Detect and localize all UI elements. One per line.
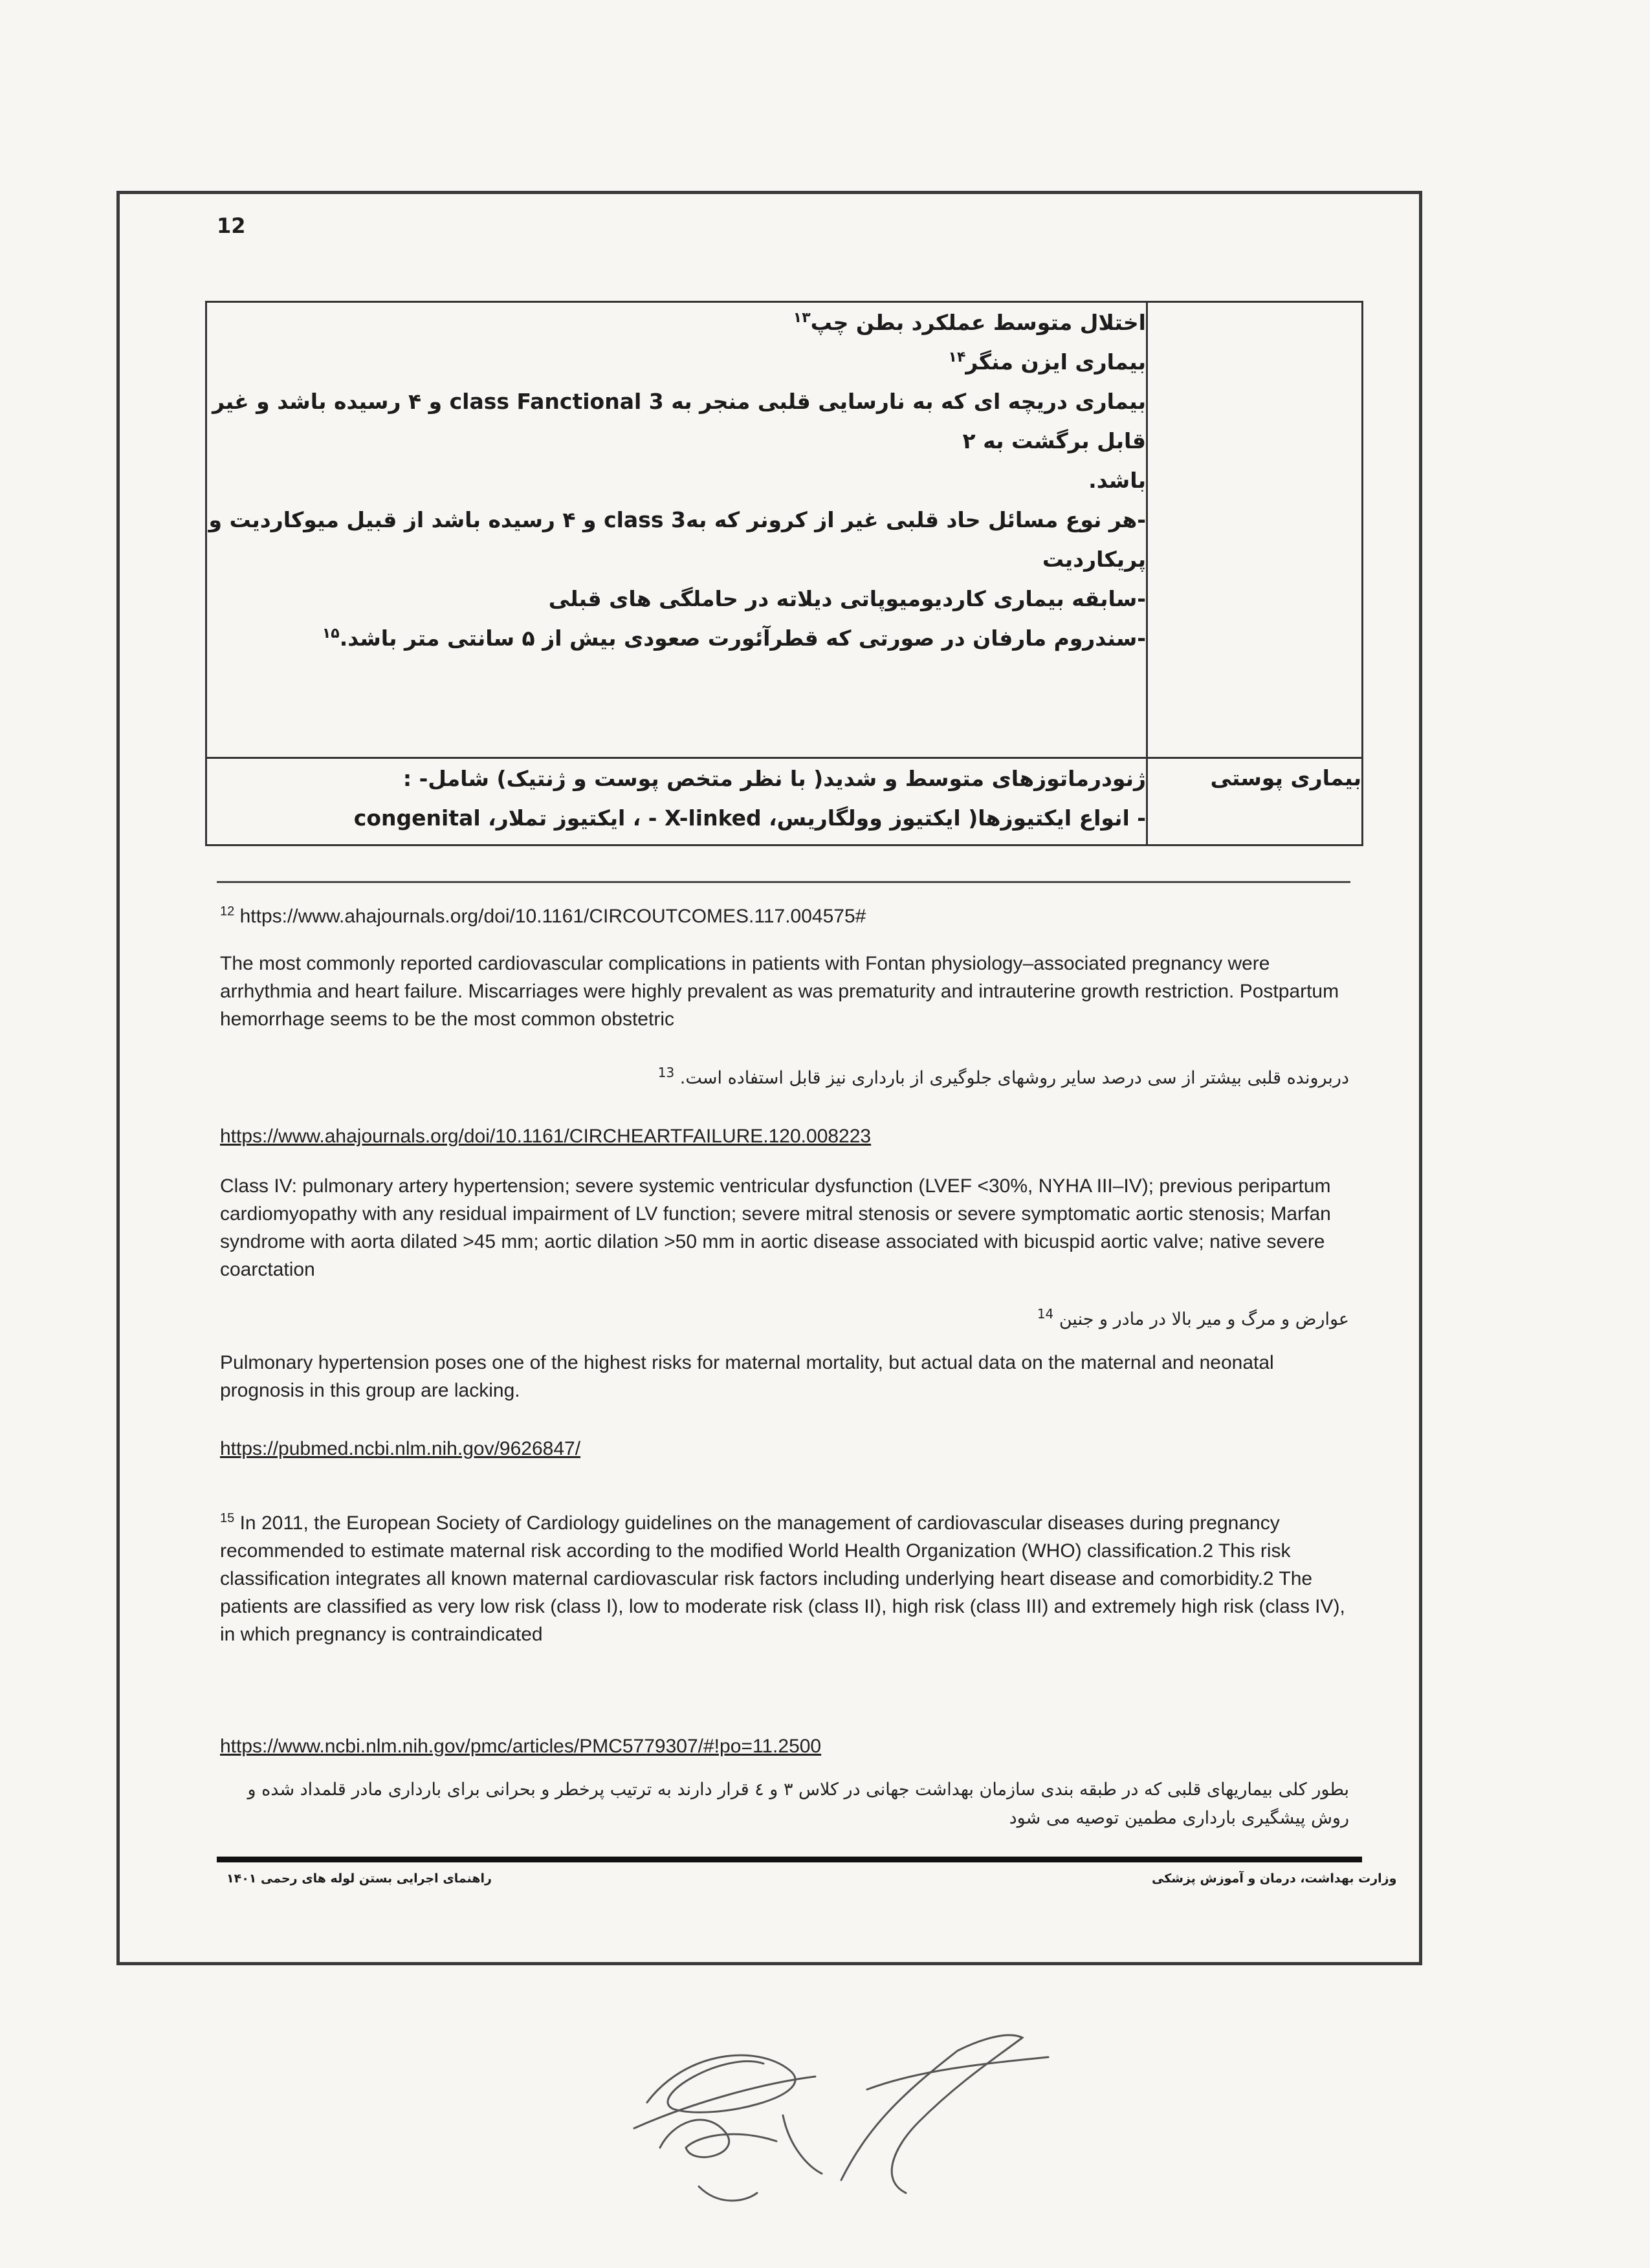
footnote-paragraph: بطور کلی بیماریهای قلبی که در طبقه بندی سازمان بهداشت جهانی در کلاس ۳ و ٤ قرار دارند به ترتیب پرخطر و بحرانی برای بارداری مادر قلمداد شده و روش پیشگیری بارداری مطمین توصیه می شود xyxy=(247,1780,1349,1828)
footnote-12-text xyxy=(220,950,1349,1033)
footnote-number: 14 xyxy=(1037,1306,1054,1322)
criteria-line: اختلال متوسط عملکرد بطن چپ$^{۱۳}$ xyxy=(793,310,1146,335)
footnote-13-class xyxy=(220,1172,1349,1283)
criteria-line: -سابقه بیماری کاردیومیوپاتی دیلاته در حاملگی های قبلی xyxy=(548,586,1146,611)
footnote-15-fa xyxy=(220,1776,1349,1833)
footnote-paragraph: عوارض و مرگ و میر بالا در مادر و جنین xyxy=(1059,1309,1349,1329)
criteria-line: بیماری دریچه ای که به نارسایی قلبی منجر به class Fanctional 3 و ۴ رسیده باشد و غیر قابل برگشت به ۲ xyxy=(212,389,1146,453)
criteria-table xyxy=(205,301,1363,846)
page-number: 12 xyxy=(217,213,246,238)
footnote-paragraph: In 2011, the European Society of Cardiology guidelines on the management of cardiovascular diseases during pregnancy recommended to estimate maternal risk according to the modified World Health Organization (WHO) classification.2 This risk classification integrates all known maternal cardiovascular risk factors including underlying heart disease and comorbidity.2 The patients are classified as very low risk (class I), low to moderate risk (class II), high risk (class III) and extremely high risk (class IV), in which pregnancy is contraindicated xyxy=(220,1512,1345,1645)
criteria-line: باشد. xyxy=(1088,468,1146,493)
row-label-skin-disease: بیماری پوستی xyxy=(1147,758,1363,845)
footer-rule xyxy=(217,1857,1362,1862)
row-label xyxy=(1147,302,1363,758)
footnote-paragraph: The most commonly reported cardiovascular complications in patients with Fontan physiology–associated pregnancy were arrhythmia and heart failure. Miscarriages were highly prevalent as was prematurity and intrauterine growth restriction. Postpartum hemorrhage seems to be the most common obstetric xyxy=(220,953,1339,1030)
footnote-14-text xyxy=(220,1349,1349,1404)
table-row xyxy=(206,758,1363,845)
footnote-separator xyxy=(217,881,1350,883)
footnote-paragraph: Class IV: pulmonary artery hypertension; severe systemic ventricular dysfunction (LVEF <30%, NYHA III–IV); previous peripartum cardiomyopathy with any residual impairment of LV function; severe mitral stenosis or severe symptomatic aortic stenosis; Marfan syndrome with aorta dilated >45 mm; aortic dilation >50 mm in aortic disease associated with bicuspid aortic valve; native severe coarctation xyxy=(220,1175,1331,1280)
skin-criteria-cell xyxy=(206,758,1147,845)
criteria-line: بیماری ایزن منگر$^{۱۴}$ xyxy=(948,349,1146,375)
footnote-14-url-line xyxy=(220,1435,1349,1463)
footnote-number: 13 xyxy=(657,1065,675,1080)
footnote-url[interactable]: https://www.ncbi.nlm.nih.gov/pmc/articles/PMC5779307/#!po=11.2500 xyxy=(220,1736,822,1757)
footnote-13 xyxy=(220,1064,1349,1093)
footnote-paragraph: Pulmonary hypertension poses one of the highest risks for maternal mortality, but actual data on the maternal and neonatal prognosis in this group are lacking. xyxy=(220,1352,1274,1401)
footnote-url[interactable]: https://www.ahajournals.org/doi/10.1161/CIRCHEARTFAILURE.120.008223 xyxy=(220,1126,872,1147)
footnote-number: 15 xyxy=(220,1511,235,1525)
criteria-line: - انواع ایکتیوزها( ایکتیوز وولگاریس، X-linked - ، ایکتیوز تملار، congenital xyxy=(353,805,1146,831)
footnote-url[interactable]: https://www.ahajournals.org/doi/10.1161/CIRCOUTCOMES.117.004575# xyxy=(239,906,866,927)
footnote-12 xyxy=(220,902,1349,930)
signature-icon xyxy=(595,2012,1061,2225)
criteria-line: -هر نوع مسائل حاد قلبی غیر از کرونر که به3 class و ۴ رسیده باشد از قبیل میوکاردیت و پریکاردیت xyxy=(208,507,1146,572)
footnote-url[interactable]: https://pubmed.ncbi.nlm.nih.gov/9626847/ xyxy=(220,1438,581,1459)
footnote-paragraph: دربرونده قلبی بیشتر از سی درصد سایر روشهای جلوگیری از بارداری نیز قابل استفاده است. xyxy=(679,1068,1349,1088)
footer-guide-title: راهنمای اجرایی بستن لوله های رحمی ۱۴۰۱ xyxy=(226,1871,492,1886)
footnote-number: 12 xyxy=(220,904,235,919)
cardiac-criteria-cell xyxy=(206,302,1147,758)
footnote-13-url-line xyxy=(220,1122,1349,1150)
footnote-15 xyxy=(220,1509,1349,1648)
footnote-14 xyxy=(220,1305,1349,1334)
footer-ministry: وزارت بهداشت، درمان و آموزش پزشکی xyxy=(1152,1871,1397,1886)
footnote-15-url-line xyxy=(220,1732,1349,1760)
criteria-line: ژنودرماتوزهای متوسط و شدید( با نظر متخص پوست و ژنتیک) شامل- : xyxy=(402,766,1146,791)
table-row xyxy=(206,302,1363,758)
criteria-line: -سندروم مارفان در صورتی که قطرآئورت صعودی بیش از ۵ سانتی متر باشد.$^{۱۵}$ xyxy=(322,626,1146,651)
